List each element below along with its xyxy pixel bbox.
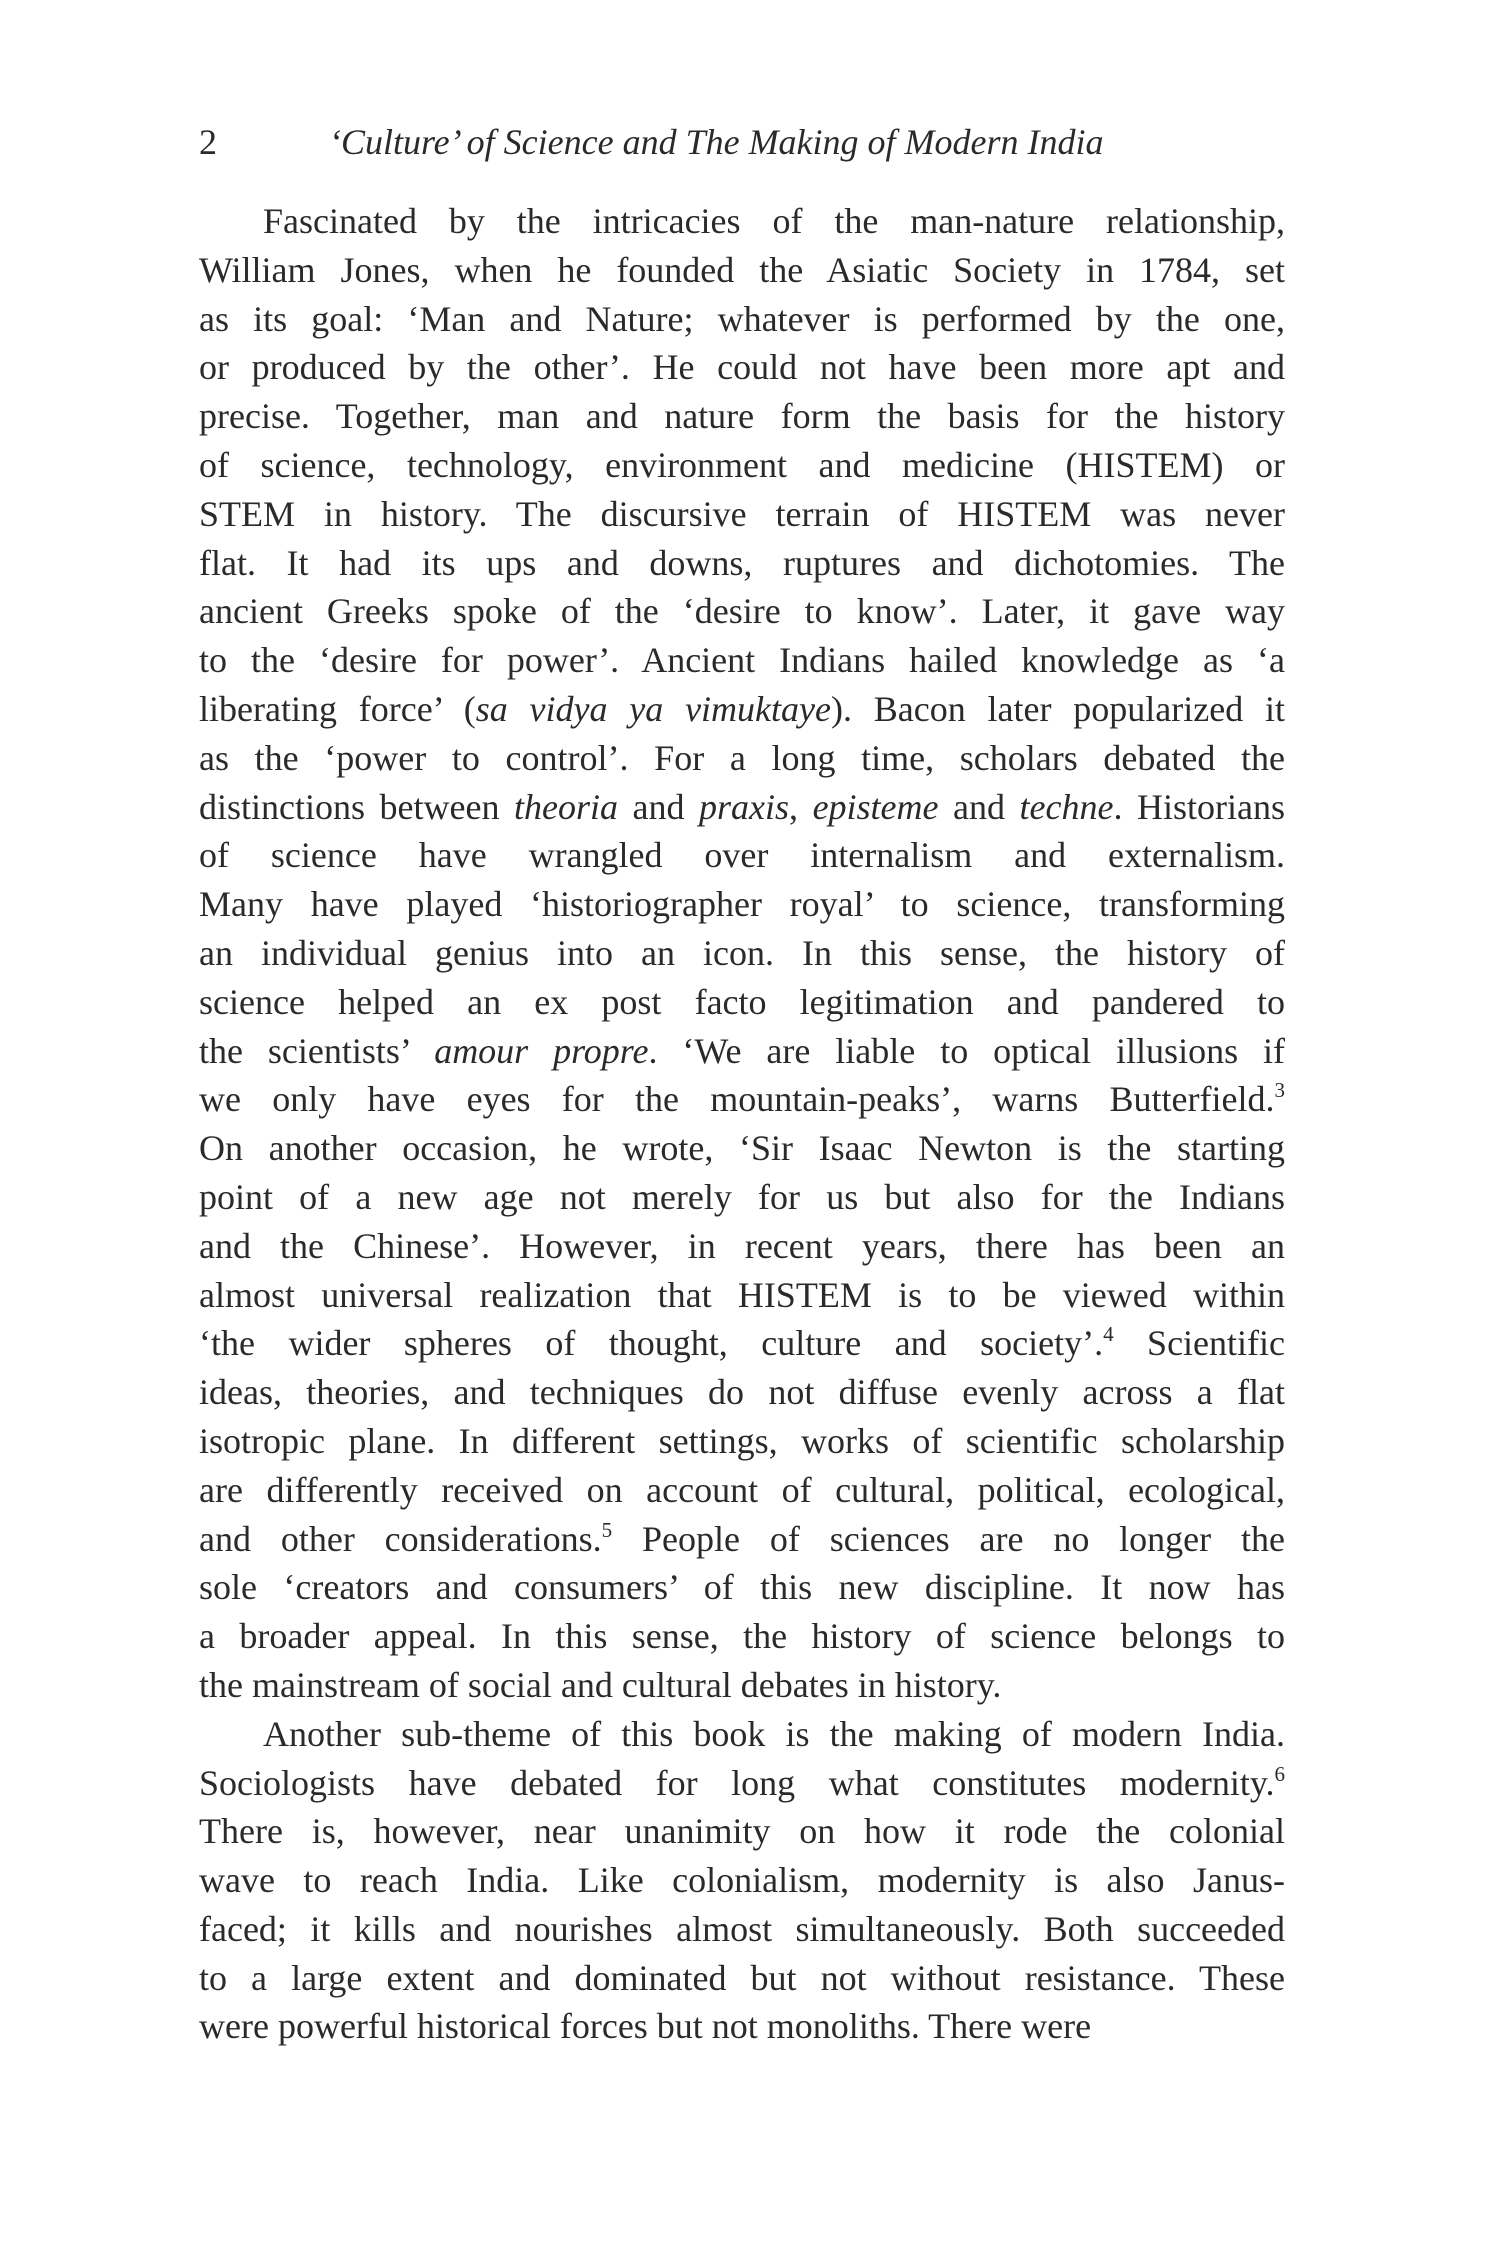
text-line: as the ‘power to control’. For a long time, scholars debated the: [199, 737, 1285, 778]
footnote-marker: 4: [1103, 1322, 1114, 1347]
footnote-marker: 5: [601, 1517, 613, 1542]
text-line: were powerful historical forces but not monoliths. There were: [199, 2006, 1092, 2047]
text-line: or produced by the other’. He could not have been more apt and: [199, 347, 1285, 388]
text-line: Another sub-theme of this book is the making of modern India.: [263, 1713, 1285, 1754]
paragraph: [199, 197, 1285, 1710]
text-line: Many have played ‘historiographer royal’ to science, transforming: [199, 884, 1285, 925]
book-page: [199, 112, 1285, 2051]
text-line: wave to reach India. Like colonialism, modernity is also Janus-: [199, 1860, 1285, 1901]
text-line: faced; it kills and nourishes almost simultaneously. Both succeeded: [199, 1908, 1285, 1949]
text-line: and other considerations.$^5$ People of sciences are no longer the: [199, 1517, 1285, 1559]
text-line: precise. Together, man and nature form the basis for the history: [199, 396, 1285, 437]
italic-term: sa vidya ya vimuktaye: [475, 688, 831, 729]
text-line: ancient Greeks spoke of the ‘desire to know’. Later, it gave way: [199, 591, 1285, 632]
text-line: Fascinated by the intricacies of the man-nature relationship,: [263, 201, 1285, 241]
italic-term: techne: [1019, 786, 1114, 827]
text-line: point of a new age not merely for us but also for the Indians: [199, 1176, 1285, 1217]
text-line: flat. It had its ups and downs, ruptures and dichotomies. The: [199, 542, 1285, 583]
body-text: [199, 197, 1285, 2051]
text-line: isotropic plane. In different settings, works of scientific scholarship: [199, 1420, 1285, 1461]
text-line: sole ‘creators and consumers’ of this new discipline. It now has: [199, 1567, 1285, 1608]
text-line: of science, technology, environment and medicine (HISTEM) or: [199, 444, 1285, 485]
text-line: On another occasion, he wrote, ‘Sir Isaac Newton is the starting: [199, 1128, 1285, 1169]
text-line: to the ‘desire for power’. Ancient Indians hailed knowledge as ‘a: [199, 640, 1285, 681]
text-line: almost universal realization that HISTEM is to be viewed within: [199, 1274, 1285, 1315]
footnote-marker: 3: [1274, 1078, 1285, 1103]
text-line: the scientists’ amour propre. ‘We are liable to optical illusions if: [199, 1030, 1286, 1071]
paragraph: [199, 1710, 1285, 2052]
text-line: a broader appeal. In this sense, the history of science belongs to: [199, 1616, 1285, 1657]
text-line: There is, however, near unanimity on how it rode the colonial: [199, 1811, 1285, 1852]
text-line: are differently received on account of cultural, political, ecological,: [199, 1469, 1285, 1510]
text-line: we only have eyes for the mountain-peaks’, warns Butterfield.$^3$: [199, 1078, 1285, 1120]
text-line: STEM in history. The discursive terrain of HISTEM was never: [199, 493, 1285, 534]
italic-term: episteme: [812, 786, 939, 827]
text-line: an individual genius into an icon. In this sense, the history of: [199, 932, 1285, 973]
text-line: the mainstream of social and cultural debates in history.: [199, 1664, 1002, 1705]
running-title: ‘Culture’ of Science and The Making of Modern India: [329, 122, 1104, 162]
italic-term: theoria: [514, 786, 618, 827]
text-line: William Jones, when he founded the Asiatic Society in 1784, set: [199, 249, 1285, 290]
italic-term: praxis: [699, 786, 790, 827]
running-head: [199, 112, 1285, 172]
text-line: and the Chinese’. However, in recent years, there has been an: [199, 1225, 1285, 1266]
text-line: as its goal: ‘Man and Nature; whatever is performed by the one,: [199, 298, 1285, 339]
text-line: ‘the wider spheres of thought, culture and society’.$^4$ Scientific: [199, 1322, 1286, 1364]
text-line: Sociologists have debated for long what constitutes modernity.$^6$: [199, 1761, 1285, 1803]
text-line: liberating force’ (sa vidya ya vimuktaye). Bacon later popularized it: [199, 688, 1285, 729]
text-line: of science have wrangled over internalism and externalism.: [199, 835, 1285, 876]
page-number: 2: [199, 122, 217, 162]
text-line: to a large extent and dominated but not without resistance. These: [199, 1957, 1285, 1998]
text-line: ideas, theories, and techniques do not diffuse evenly across a flat: [199, 1372, 1285, 1413]
text-line: science helped an ex post facto legitimation and pandered to: [199, 981, 1285, 1022]
italic-term: amour propre: [434, 1030, 649, 1071]
text-line: distinctions between theoria and praxis, episteme and techne. Historians: [199, 786, 1285, 827]
footnote-marker: 6: [1274, 1761, 1285, 1786]
